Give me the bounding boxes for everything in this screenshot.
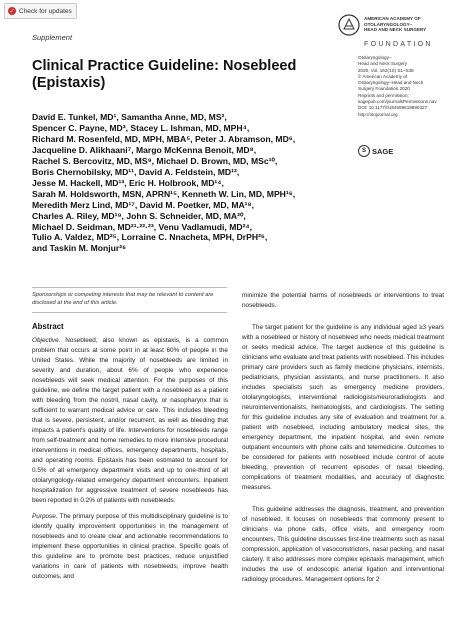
foundation-emblem-icon: [338, 14, 360, 36]
abstract-heading: Abstract: [32, 322, 64, 331]
author-line: and Taskin M. Monjur²⁶: [32, 243, 127, 254]
author-list: [32, 112, 352, 254]
logo-foundation-text: FOUNDATION: [364, 41, 433, 48]
author-line: Boris Chernobilsky, MD¹¹, David A. Feldstein, MD¹²,: [32, 166, 240, 177]
purpose-text: The primary purpose of this multidisciplinary guideline is to identify quality improvement opportunities in the management of nosebleeds and to create clear and actionable recommendations to implement these opportunities in clinical practice. Specific goals of this guideline are to promote best practices, reduce unjustified variations in care of patients with nosebleeds, improve health outcomes, and: [32, 513, 228, 580]
author-line: Charles A. Riley, MD¹⁹, John S. Schneider, MD, MA²⁰,: [32, 210, 246, 221]
check-for-updates-label: Check for updates: [19, 7, 72, 15]
author-line: Richard M. Rosenfeld, MD, MPH, MBA⁵, Peter J. Abramson, MD⁶,: [32, 133, 296, 144]
author-line: Rachel S. Bercovitz, MD, MS⁹, Michael D. Brown, MD, MSc¹⁰,: [32, 155, 278, 166]
objective-label: Objective.: [32, 337, 61, 344]
author-line: Tulio A. Valdez, MD²⁵, Lorraine C. Nnacheta, MPH, DrPH²⁶,: [32, 232, 268, 243]
divider: [32, 312, 227, 313]
purpose-paragraph: [32, 512, 228, 582]
sage-logo: S SAGE: [358, 145, 393, 157]
body-paragraph: This guideline addresses the diagnosis, treatment, and prevention of nosebleed. It focuses on nosebleeds that commonly present to clinicians via phone calls, office visits, and emergency room encounters. This guideline discusses first-line treatments such as nasal compression, application of vasoconstrictors, nasal packing, and nasal cautery. It also addresses more complex epistaxis management, which includes the use of endoscopic arterial ligation and interventional radiology procedures. Management options for 2: [242, 506, 444, 583]
objective-text: Nosebleed, also known as epistaxis, is a common problem that occurs at some point in at least 60% of people in the United States. While the majority of nosebleeds are limited in severity and duration, about 6% of people who experience nosebleeds will seek medical attention. For the purposes of this guideline, we define the target patient with a nosebleed as a patient with bleeding from the nostril, nasal cavity, or nasopharynx that is sufficient to warrant medical advice or care. This includes bleeding that is severe, persistent, and/or recurrent, as well as bleeding that impacts a patient's quality of life. Interventions for nosebleeds range from self-treatment and home remedies to more intensive procedural interventions in medical offices, emergency departments, hospitals, and operating rooms. Epistaxis has been estimated to account for 0.5% of all emergency department visits and up to one-third of all otolaryngology-related emergency department encounters. Inpatient hospitalization for aggressive treatment of severe nosebleeds has been reported in 0.2% of patients with nosebleeds.: [32, 337, 228, 504]
author-line: Sarah M. Holdsworth, MSN, APRN¹⁵, Kenneth W. Lin, MD, MPH¹⁶,: [32, 188, 296, 199]
aao-hnsf-logo: [338, 14, 468, 50]
abstract-section: [32, 322, 228, 582]
logo-text: AMERICAN ACADEMY OF OTOLARYNGOLOGY– HEAD AND NECK SURGERY: [364, 16, 427, 33]
body-paragraph: The target patient for the guideline is any individual aged ≥3 years with a nosebleed or history of nosebleed who needs medical treatment or seeks medical advice. The target audience of this guideline is clinicians who evaluate and treat patients with nosebleed. This includes primary care providers such as family medicine physicians, internists, pediatricians, physician assistants, and nurse practitioners. It also includes specialists such as emergency medicine providers, otolaryngologists, interventional radiologists/neuroradiologists and neurointerventionalists, hematologists, and cardiologists. The setting for this guideline includes any site of evaluation and treatment for a patient with nosebleed, including ambulatory medical sites, the emergency department, the inpatient hospital, and even remote outpatient encounters with phone calls and telemedicine. Outcomes to be considered for patients with nosebleed include control of acute bleeding, prevention of recurrent episodes of nasal bleeding, complications of treatment modalities, and accuracy of diagnostic measures.: [242, 324, 444, 491]
author-line: Jesse M. Hackell, MD¹³, Eric H. Holbrook, MD¹⁴,: [32, 177, 224, 188]
sponsorship-footnote: Sponsorships or competing interests that may be relevant to content are disclosed at the end of this article.: [32, 292, 214, 306]
author-line: David E. Tunkel, MD¹, Samantha Anne, MD, MS²,: [32, 112, 227, 122]
section-label: Supplement: [32, 33, 73, 42]
sage-icon: S: [358, 145, 370, 157]
body-paragraph: minimize the potential harms of nosebleeds or interventions to treat nosebleeds.: [242, 292, 444, 309]
author-line: Michael D. Seidman, MD²¹·²²·²³, Venu Vadlamudi, MD²⁴,: [32, 221, 253, 232]
check-for-updates-badge[interactable]: [4, 3, 77, 19]
journal-info: Otolaryngology– Head and Neck Surgery 2020, Vol. 162(1S) S1–S38 © American Academy of Otolaryngology–Head and Neck Surgery Foundation 2020 Reprints and permission: sagepub.com/journalsPermissions.nav DOI: 10.1177/0194599819890327 http://otojournal.org: [358, 55, 437, 117]
author-line: Meredith Merz Lind, MD¹⁷, David M. Poetker, MD, MA¹⁸,: [32, 199, 254, 210]
article-title: Clinical Practice Guideline: Nosebleed (Epistaxis): [32, 58, 297, 91]
author-line: Spencer C. Payne, MD³, Stacey L. Ishman, MD, MPH⁴,: [32, 122, 250, 133]
body-right-column: [242, 291, 444, 585]
purpose-label: Purpose.: [32, 513, 58, 520]
check-icon: ✓: [9, 8, 15, 15]
divider: [32, 287, 227, 288]
author-line: Jacqueline D. Alikhaani⁷, Margo McKenna Benoit, MD⁸,: [32, 144, 257, 155]
objective-paragraph: [32, 336, 228, 506]
